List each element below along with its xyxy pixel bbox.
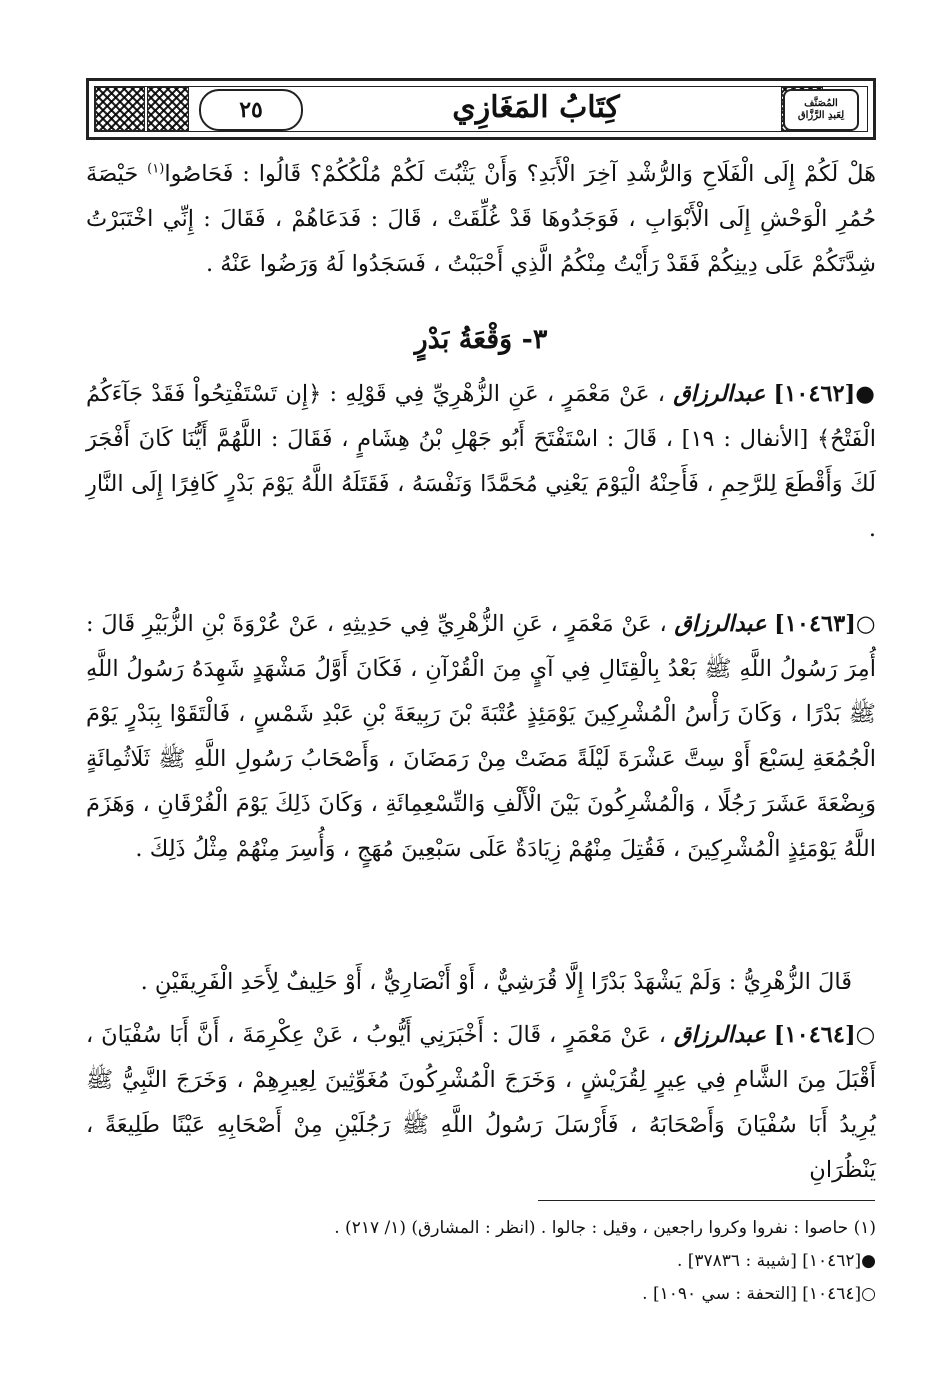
ornament-knot-icon — [95, 87, 145, 131]
entry-marker: ○ — [855, 611, 876, 637]
paragraph-text: هَلْ لَكُمْ إِلَى الْفَلَاحِ وَالرُّشْدِ آخِرَ الْأَبَدِ؟ وَأَنْ يَثْبُتَ لَكُمْ مُلْكُكُمْ؟ قَالُوا : فَحَاصُوا — [164, 161, 877, 187]
entry-number: [١٠٤٦٢] — [773, 381, 856, 407]
paragraph-text: حَيْصَةَ حُمُرِ الْوَحْشِ إِلَى الْأَبْوَابِ ، فَوَجَدُوهَا قَدْ غُلِّقَتْ ، قَالَ : فَدَعَاهُمْ ، فَقَالَ : إِنِّي اخْتَبَرْتُ شِدَّتَكُمْ عَلَى دِينِكُمْ فَقَدْ رَأَيْتُ مِنْكُمُ الَّذِي أَحْبَبْتُ ، فَسَجَدُوا لَهُ وَرَضُوا عَنْهُ . — [86, 161, 876, 277]
page-header — [86, 78, 876, 140]
zuhri-note: قَالَ الزُّهْرِيُّ : وَلَمْ يَشْهَدْ بَدْرًا إِلَّا قُرَشِيٌّ ، أَوْ أَنْصَارِيٌّ ، أَوْ حَلِيفٌ لِأَحَدِ الْفَرِيقَيْنِ . — [140, 969, 852, 995]
entry-marker: ● — [855, 381, 876, 407]
entry-number: [١٠٤٦٣] — [774, 611, 856, 637]
footnote: (١) حاصوا : نفروا وكروا راجعين ، وقيل : جالوا . (انظر : المشارق) (١/ ٢١٧) . — [334, 1218, 876, 1238]
page-number: ٢٥ — [199, 89, 303, 131]
footnote-marker: (١) — [147, 161, 165, 177]
hadith-entry — [86, 602, 876, 872]
entry-text: ، عَنْ مَعْمَرٍ ، عَنِ الزُّهْرِيِّ فِي قَوْلِهِ : ﴿إِن تَسْتَفْتِحُواْ فَقَدْ جَآءَكُمُ الْفَتْحُ﴾ [الأنفال : ١٩] ، قَالَ : اسْتَفْتَحَ أَبُو جَهْلِ بْنُ هِشَامٍ ، فَقَالَ : اللَّهُمَّ أَيُّنَا كَانَ أَفْجَرَ لَكَ وَأَقْطَعَ لِلرَّحِمِ ، فَأَحِنْهُ الْيَوْمَ يَعْنِي مُحَمَّدًا وَنَفْسَهُ ، فَقَتَلَهُ اللَّهُ يَوْمَ بَدْرٍ كَافِرًا إِلَى النَّارِ . — [86, 381, 876, 542]
entry-text: ، عَنْ مَعْمَرٍ ، عَنِ الزُّهْرِيِّ فِي حَدِيثِهِ ، عَنْ عُرْوَةَ بْنِ الزُّبَيْرِ قَالَ : أُمِرَ رَسُولُ اللَّهِ ﷺ بَعْدُ بِالْقِتَالِ فِي آيٍ مِنَ الْقُرْآنِ ، فَكَانَ أَوَّلُ مَشْهَدٍ شَهِدَهُ رَسُولُ اللَّهِ ﷺ بَدْرًا ، وَكَانَ رَأْسُ الْمُشْرِكِينَ يَوْمَئِذٍ عُتْبَةَ بْنَ رَبِيعَةَ بْنِ عَبْدِ شَمْسٍ ، فَالْتَقَوْا بِبَدْرٍ يَوْمَ الْجُمُعَةِ لِسَبْعَ أَوْ سِتَّ عَشْرَةَ لَيْلَةً مَضَتْ مِنْ رَمَضَانَ ، وَأَصْحَابُ رَسُولِ اللَّهِ ﷺ ثَلَاثُمِائَةٍ وَبِضْعَةَ عَشَرَ رَجُلًا ، وَالْمُشْرِكُونَ بَيْنَ الْأَلْفِ وَالتِّسْعِمِائَةِ ، وَكَانَ ذَلِكَ يَوْمَ الْفُرْقَانِ ، وَهَزَمَ اللَّهُ يَوْمَئِذٍ الْمُشْرِكِينَ ، فَقُتِلَ مِنْهُمْ زِيَادَةٌ عَلَى سَبْعِينَ مُهَجٍ ، وَأُسِرَ مِنْهُمْ مِثْلُ ذَلِكَ . — [86, 611, 876, 862]
entry-author: عبدالرزاق — [673, 381, 766, 407]
hadith-entry — [86, 372, 876, 552]
seal-line-2: لِعَبدِ الرَّزَّاق — [797, 110, 845, 121]
entry-author: عبدالرزاق — [673, 1022, 766, 1048]
hadith-entry — [86, 1013, 876, 1193]
book-title: كِتَابُ المَغَازِي — [452, 89, 620, 125]
entry-text: ، عَنْ مَعْمَرٍ ، قَالَ : أَخْبَرَنِي أَيُّوبُ ، عَنْ عِكْرِمَةَ ، أَنَّ أَبَا سُفْيَانَ ، أَقْبَلَ مِنَ الشَّامِ فِي عِيرٍ لِقُرَيْشٍ ، وَخَرَجَ الْمُشْرِكُونَ مُغَوِّثِينَ لِعِيرِهِمْ ، وَخَرَجَ النَّبِيُّ ﷺ يُرِيدُ أَبَا سُفْيَانَ وَأَصْحَابَهُ ، فَأَرْسَلَ رَسُولُ اللَّهِ ﷺ رَجُلَيْنِ مِنْ أَصْحَابِهِ عَيْنًا طَلِيعَةً ، يَنْظُرَانِ — [86, 1022, 876, 1183]
footnote: ○[١٠٤٦٤] [التحفة : سي ١٠٩٠] . — [642, 1284, 876, 1304]
footnote: ●[١٠٤٦٢] [شيبة : ٣٧٨٣٦] . — [676, 1251, 876, 1271]
entry-author: عبدالرزاق — [674, 611, 767, 637]
entry-number: [١٠٤٦٤] — [773, 1022, 856, 1048]
ornament-knot-icon — [147, 87, 189, 131]
paragraph-continuation — [86, 152, 876, 287]
footnote-divider — [538, 1200, 875, 1201]
book-seal — [783, 89, 859, 131]
seal-line-1: المُصَنَّف — [804, 98, 838, 109]
entry-marker: ○ — [855, 1022, 876, 1048]
section-heading: ٣- وَقْعَةُ بَدْرٍ — [414, 324, 548, 355]
